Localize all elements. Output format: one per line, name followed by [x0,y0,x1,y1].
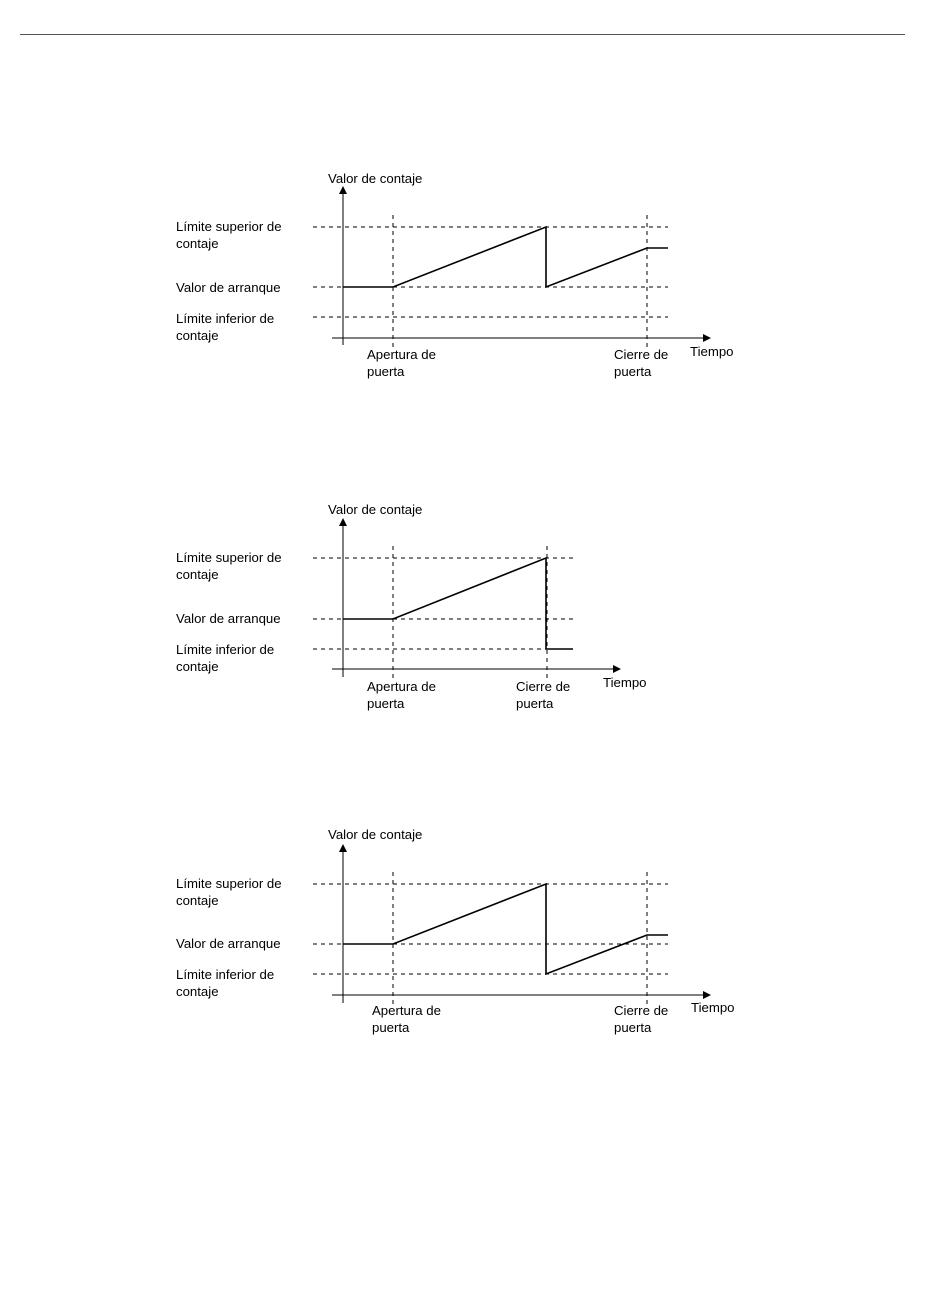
gate-open-label: Apertura de puerta [367,347,436,379]
upper-limit-label: Límite superior de contaje [176,550,282,582]
x-axis-label: Tiempo [603,675,647,690]
y-axis-label: Valor de contaje [328,171,423,186]
y-axis-label: Valor de contaje [328,502,423,517]
start-value-label: Valor de arranque [176,611,281,626]
lower-limit-label: Límite inferior de contaje [176,311,275,343]
gate-open-label: Apertura de puerta [372,1003,441,1035]
upper-limit-label: Límite superior de contaje [176,876,282,908]
x-axis-label: Tiempo [691,1000,735,1015]
count-value-curve [343,884,668,974]
lower-limit-label: Límite inferior de contaje [176,967,275,999]
gate-close-label: Cierre de puerta [516,679,571,711]
x-axis-label: Tiempo [690,344,734,359]
y-axis-label: Valor de contaje [328,827,423,842]
upper-limit-label: Límite superior de contaje [176,219,282,251]
gate-close-label: Cierre de puerta [614,347,669,379]
gate-open-label: Apertura de puerta [367,679,436,711]
lower-limit-label: Límite inferior de contaje [176,642,275,674]
start-value-label: Valor de arranque [176,280,281,295]
gate-close-label: Cierre de puerta [614,1003,669,1035]
start-value-label: Valor de arranque [176,936,281,951]
